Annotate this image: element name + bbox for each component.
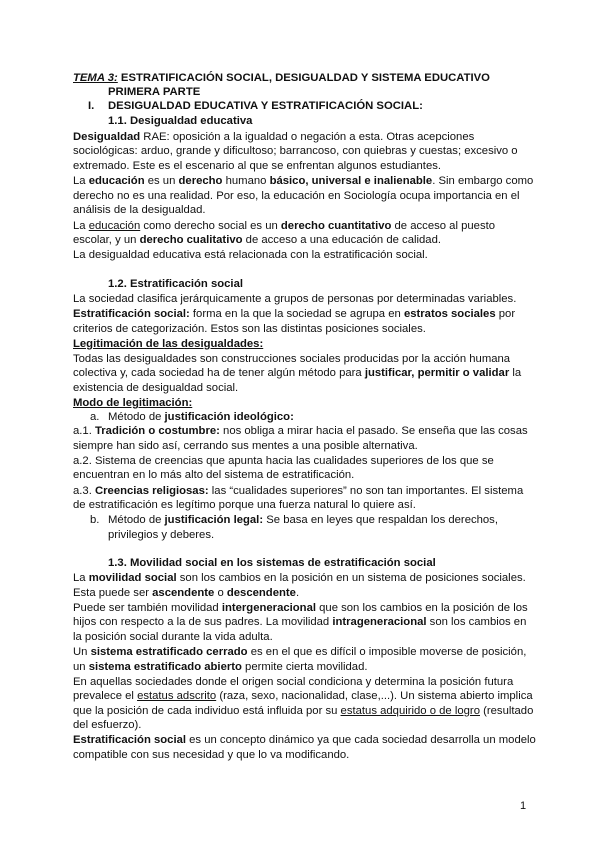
- paragraph-desigualdad: Desigualdad RAE: oposición a la igualdad o negación a esta. Otras acepciones: [73, 131, 475, 143]
- paragraph-educacion: La educación es un derecho humano básico, universal e inalienable. Sin embargo como: [73, 175, 534, 187]
- subheading-1-2: 1.2. Estratificación social: [108, 278, 243, 290]
- paragraph-line: La desigualdad educativa está relacionada con la estratificación social.: [73, 249, 428, 261]
- doc-title-line2: PRIMERA PARTE: [108, 86, 201, 98]
- tema-label: TEMA 3:: [73, 72, 118, 84]
- paragraph-line: Todas las desigualdades son construcciones sociales producidas por la acción humana: [73, 353, 511, 365]
- doc-title-line1: TEMA 3: ESTRATIFICACIÓN SOCIAL, DESIGUALDAD Y SISTEMA EDUCATIVO: [73, 72, 490, 84]
- paragraph-line: siempre han sido así, cerrando sus mentes a una posible alternativa.: [73, 440, 418, 452]
- paragraph-line: criterios de categorización. Estos son las distintas posiciones sociales.: [73, 323, 426, 335]
- paragraph-definition: Estratificación social: forma en la que la sociedad se agrupa en estratos sociales por: [73, 308, 516, 320]
- paragraph-line: escolar, y un derecho cualitativo de acceso a una educación de calidad.: [73, 234, 441, 246]
- paragraph-line: que la posición de cada individuo está influida por su estatus adquirido o de logro (resultado: [73, 705, 534, 717]
- paragraph-line: Esta puede ser ascendente o descendente.: [73, 587, 300, 599]
- paragraph-line: encuentran en lo más alto del sistema de estratificación.: [73, 469, 355, 481]
- paragraph-derecho: La educación como derecho social es un derecho cuantitativo de acceso al puesto: [73, 220, 496, 232]
- paragraph-line: análisis de la desigualdad.: [73, 204, 206, 216]
- paragraph-line: En aquellas sociedades donde el origen social condiciona y determina la posición futura: [73, 676, 514, 688]
- paragraph-line: de estratificación es legítimo porque una fuerza natural lo quiere así.: [73, 499, 416, 511]
- paragraph-line: un sistema estratificado abierto permite cierta movilidad.: [73, 661, 368, 673]
- document-page: TEMA 3: ESTRATIFICACIÓN SOCIAL, DESIGUALDAD Y SISTEMA EDUCATIVO PRIMERA PARTE I. DESIGUALDAD EDUCATIVA Y ESTRATIFICACIÓN SOCIAL: 1.1. Desigualdad educativa Desigualdad RAE: oposición a la igualdad o negación a esta. Otras acepciones sociológicas: arduo, grande y dificultoso; barrancoso, con quiebras y cuestas; excesivo o extremado. Este es el escenario al que se enfrentan algunos estudiantes. La educación es un derecho humano básico, universal e inalienable. Sin embargo como derecho no es una realidad. Por eso, la educación en Sociología ocupa importancia en el análisis de la desigualdad. La educación como derecho social es un derecho cuantitativo de acceso al puesto escolar, y un derecho cualitativo de acceso a una educación de calidad. La desigualdad educativa está relacionada con la estratificación social. 1.2. Estratificación social La sociedad clasifica jerárquicamente a grupos de personas por determinadas variables. Estratificación social: forma en la que la sociedad se agrupa en estratos sociales por criterios de categorización. Estos son las distintas posiciones sociales. Legitimación de las desigualdades: Todas las desigualdades son construcciones sociales producidas por la acción humana colectiva y, cada sociedad ha de tener algún método para justificar, permitir o validar la existencia de desigualdad social. Modo de legitimación: a. Método de justificación ideológico: a.1. Tradición o costumbre: nos obliga a mirar hacia el pasado. Se enseña que las cosas siempre han sido así, cerrando sus mentes a una posible alternativa. a.2. Sistema de creencias que apunta hacia las cualidades superiores de los que se encuentran en lo más alto del sistema de estratificación. a.3. Creencias religiosas: las “cualidades superiores” no son tan importantes. El sistema de estratificación es legítimo porque una fuerza natural lo quiere así. b. Método de justificación legal: Se basa en leyes que respaldan los derechos, privilegios y deberes. 1.3. Movilidad social en los sistemas de estratificación social La movilidad social son los cambios en la posición en un sistema de posiciones sociales. Esta puede ser ascendente o descendente. Puede ser también movilidad intergeneracional que son los cambios en la posición de los hijos con respecto a la de sus padres. La movilidad intrageneracional son los cambios en la posición social durante la vida adulta. Un sistema estratificado cerrado es en el que es difícil o imposible moverse de posición, un sistema estratificado abierto permite cierta movilidad. En aquellas sociedades donde el origen social condiciona y determina la posición futura prevalece el estatus adscrito (raza, sexo, nacionalidad, clase,...). Un sistema abierto implica que la posición de cada individuo está influida por su estatus adquirido o de logro (resultado del esfuerzo). Estratificación social es un concepto dinámico ya que cada sociedad desarrolla un modelo compatible con sus necesidad y que lo va modificando. 1: [0, 0, 600, 848]
- paragraph-line: Un sistema estratificado cerrado es en el que es difícil o imposible moverse de posición,: [73, 646, 527, 658]
- list-item-a1: a.1. Tradición o costumbre: nos obliga a mirar hacia el pasado. Se enseña que las cosas: [73, 425, 528, 437]
- paragraph-line: derecho no es una realidad. Por eso, la educación en Sociología ocupa importancia en el: [73, 190, 520, 202]
- paragraph-line: La sociedad clasifica jerárquicamente a grupos de personas por determinadas variables.: [73, 293, 517, 305]
- paragraph-line: colectiva y, cada sociedad ha de tener algún método para justificar, permitir o validar la: [73, 367, 522, 379]
- paragraph-line: privilegios y deberes.: [108, 529, 215, 541]
- subheading-1-3: 1.3. Movilidad social en los sistemas de estratificación social: [108, 557, 436, 569]
- heading-modo: Modo de legitimación:: [73, 397, 193, 409]
- list-item-a3: a.3. Creencias religiosas: las “cualidades superiores” no son tan importantes. El sistema: [73, 485, 524, 497]
- paragraph-line: hijos con respecto a la de sus padres. La movilidad intrageneracional son los cambios en: [73, 616, 527, 628]
- paragraph-line: compatible con sus necesidad y que lo va modificando.: [73, 749, 350, 761]
- page-number: 1: [520, 800, 527, 812]
- paragraph-line: sociológicas: arduo, grande y dificultoso; barrancoso, con quiebras y cuestas; excesivo o: [73, 145, 518, 157]
- subheading-1-1: 1.1. Desigualdad educativa: [108, 115, 253, 127]
- heading-legitimacion: Legitimación de las desigualdades:: [73, 338, 264, 350]
- paragraph-movilidad: La movilidad social son los cambios en la posición en un sistema de posiciones sociales.: [73, 572, 526, 584]
- paragraph-line: prevalece el estatus adscrito (raza, sexo, nacionalidad, clase,...). Un sistema abierto implica: [73, 690, 533, 702]
- paragraph-line: existencia de desigualdad social.: [73, 382, 239, 394]
- list-item-a2: a.2. Sistema de creencias que apunta hacia las cualidades superiores de los que se: [73, 455, 494, 467]
- paragraph-line: del esfuerzo).: [73, 719, 142, 731]
- paragraph-line: la posición social durante la vida adulta.: [73, 631, 273, 643]
- paragraph-line: extremado. Este es el escenario al que se enfrentan algunos estudiantes.: [73, 160, 442, 172]
- paragraph-line: Estratificación social es un concepto dinámico ya que cada sociedad desarrolla un modelo: [73, 734, 536, 746]
- paragraph-line: Puede ser también movilidad intergeneracional que son los cambios en la posición de los: [73, 602, 528, 614]
